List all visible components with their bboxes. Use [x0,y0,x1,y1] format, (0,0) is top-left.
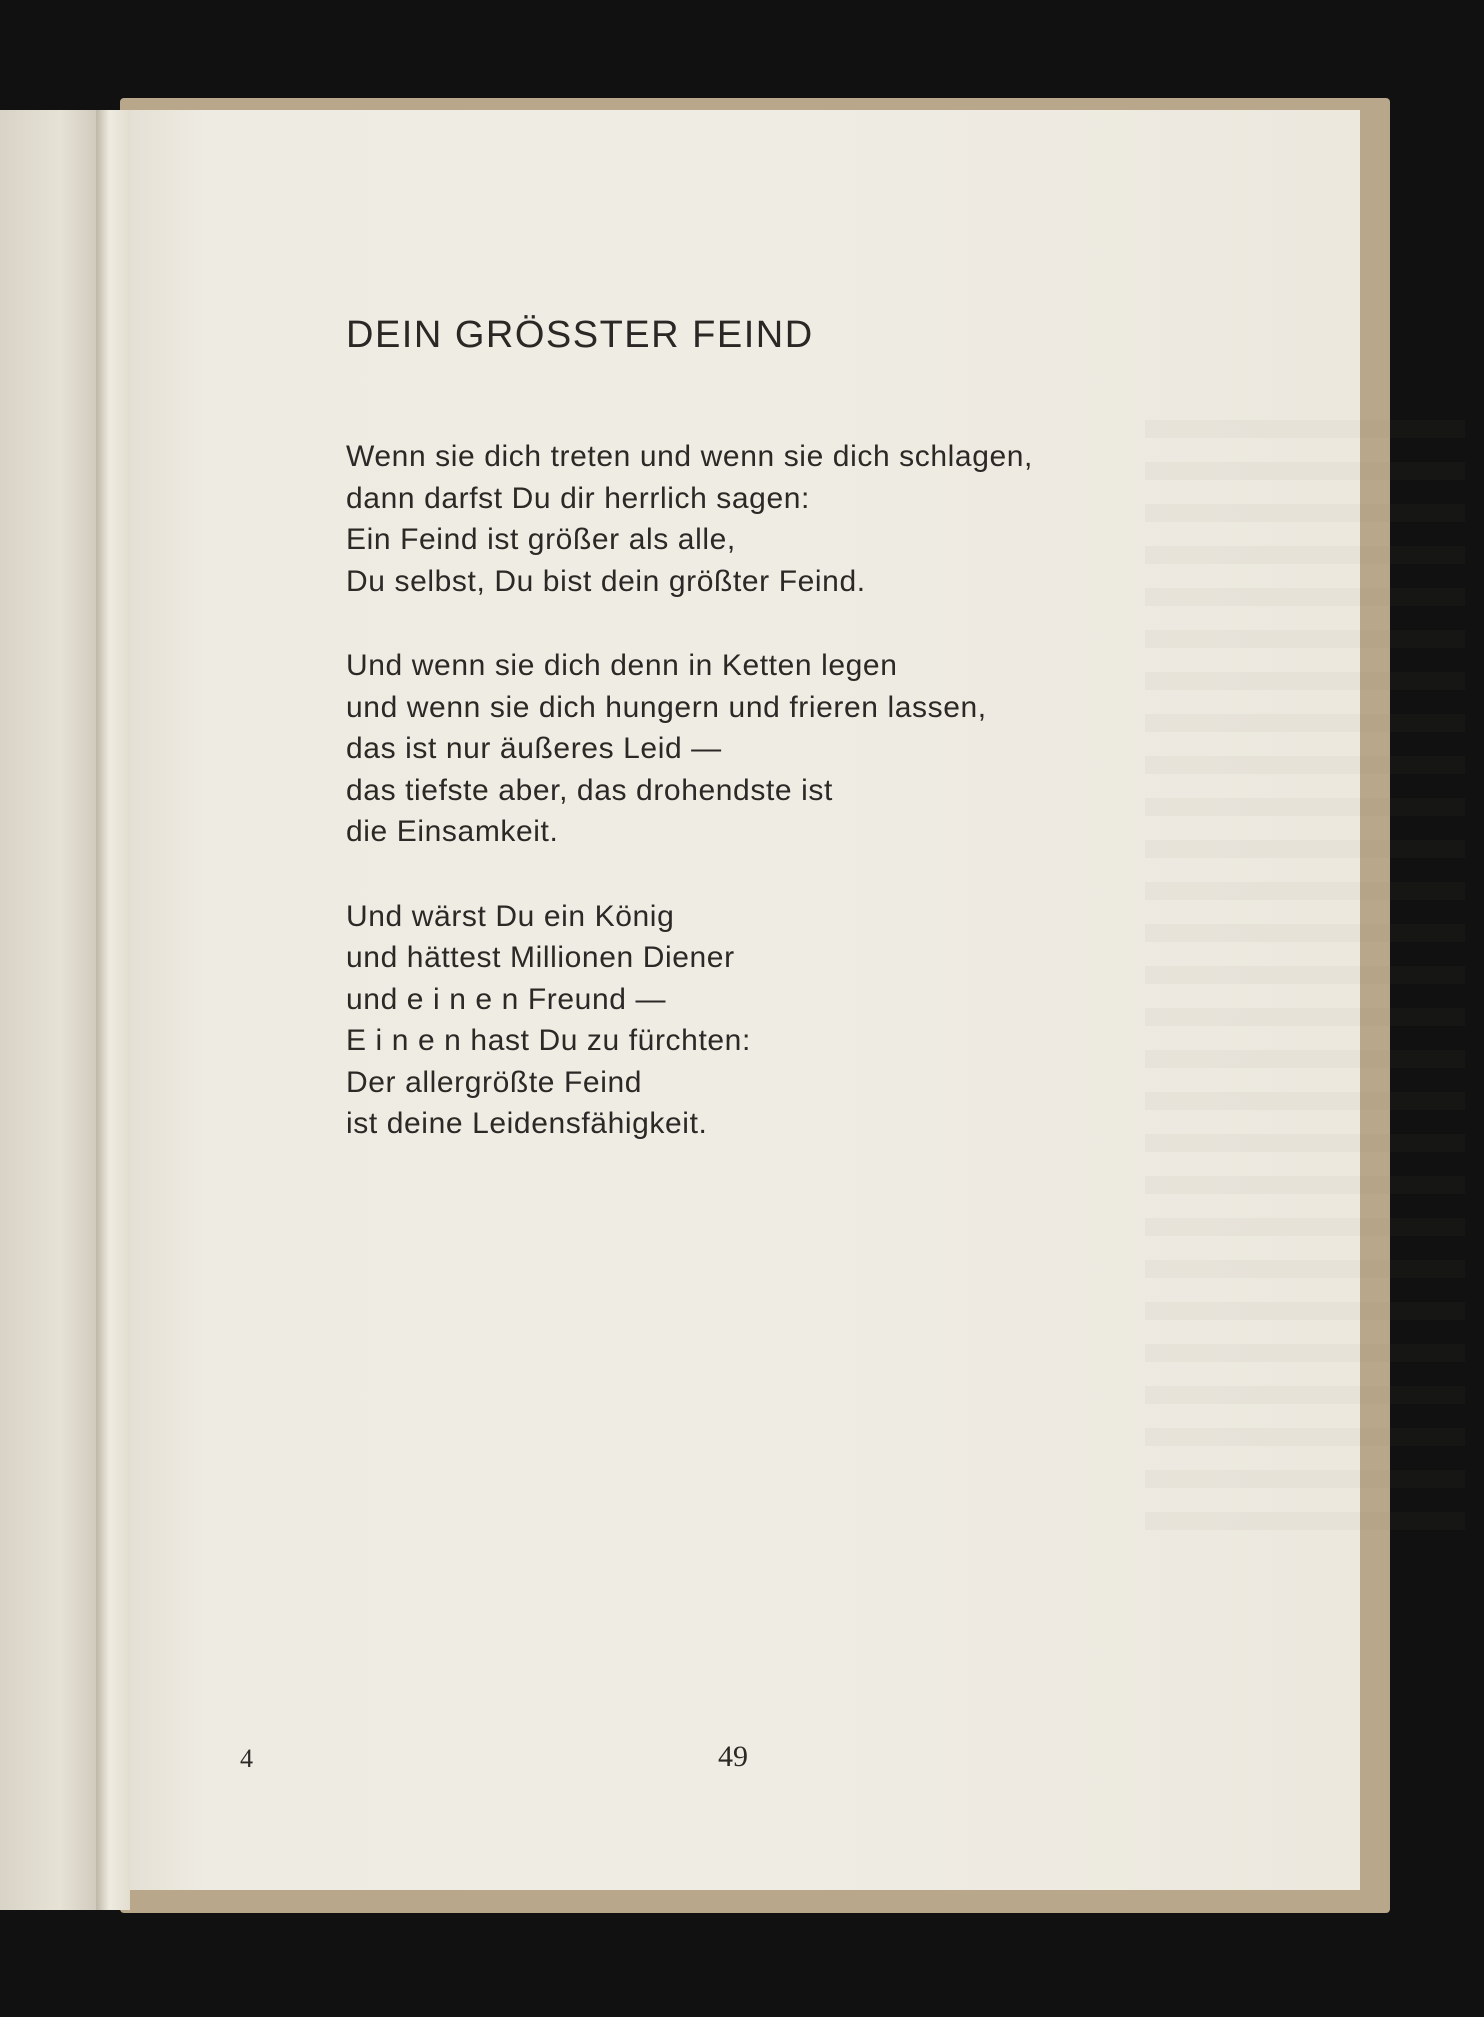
poem-line: Und wenn sie dich denn in Ketten legen [346,649,898,682]
book-spine-gutter [96,110,130,1910]
poem-body [346,436,1033,1188]
left-page-edge [0,110,100,1910]
page-number: 49 [718,1740,748,1773]
poem-line: Du selbst, Du bist dein größter Feind. [346,564,866,598]
poem-line: Und wärst Du ein König [346,899,675,933]
poem-title: DEIN GRÖSSTER FEIND [346,314,814,356]
poem-line: und e i n e n Freund — [346,982,667,1016]
poem-line: dann darfst Du dir herrlich sagen: [346,481,810,515]
poem-line: Ein Feind ist größer als alle, [346,523,736,556]
poem-line: die Einsamkeit. [346,815,559,848]
poem-line: ist deine Leidensfähigkeit. [346,1107,708,1140]
poem-line: das tiefste aber, das drohendste ist [346,773,833,807]
poem-line: und hättest Millionen Diener [346,941,735,974]
poem-line: E i n e n hast Du zu fürchten: [346,1024,751,1057]
stanza-3 [346,896,1033,1145]
poem-line: Wenn sie dich treten und wenn sie dich schlagen, [346,440,1033,473]
stanza-2 [346,645,1033,853]
show-through-text [1145,420,1465,1540]
signature-mark: 4 [240,1744,253,1773]
poem-line: Der allergrößte Feind [346,1065,643,1099]
stanza-1 [346,436,1033,602]
poem-line: das ist nur äußeres Leid — [346,732,722,765]
poem-line: und wenn sie dich hungern und frieren lassen, [346,690,987,724]
